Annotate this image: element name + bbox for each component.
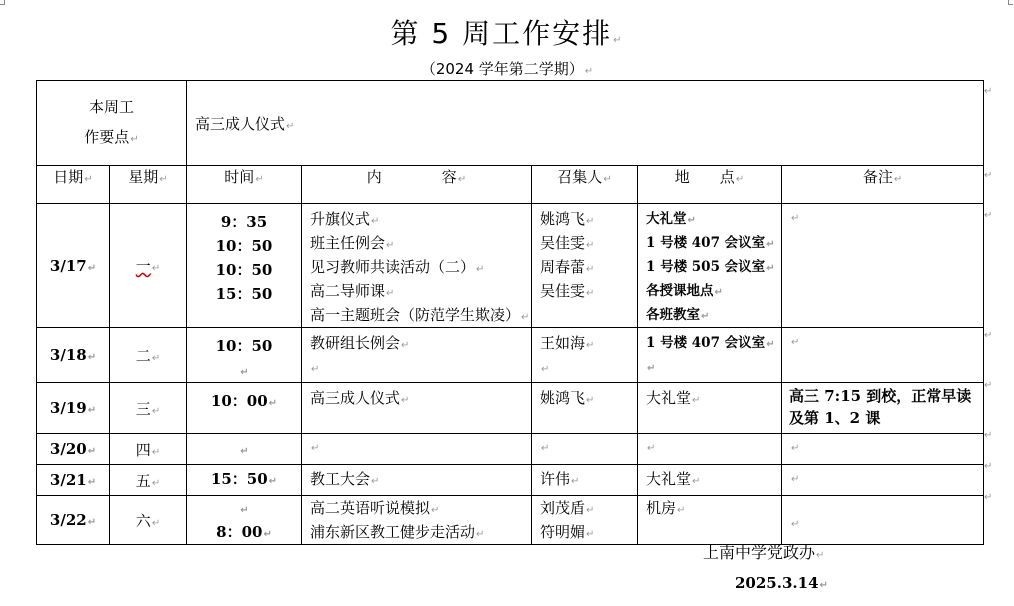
table-row bbox=[37, 465, 984, 496]
time-cell: 15：50↵ bbox=[187, 465, 302, 496]
notes-cell: ↵ bbox=[782, 496, 984, 545]
row-end-mark: ↵ bbox=[984, 210, 993, 221]
content-cell: 高二英语听说模拟↵ 浦东新区教工健步走活动↵ bbox=[302, 496, 532, 545]
row-end-mark: ↵ bbox=[984, 330, 993, 341]
notes-cell: ↵ bbox=[782, 434, 984, 465]
date-cell: 3/20↵ bbox=[37, 434, 110, 465]
header-date: 日期↵ bbox=[37, 166, 110, 204]
time-cell: 9：35 10：50 10：50 15：50 bbox=[187, 204, 302, 328]
weekday-cell: 一↵ bbox=[110, 204, 187, 328]
header-weekday: 星期↵ bbox=[110, 166, 187, 204]
header-convener: 召集人↵ bbox=[532, 166, 638, 204]
table-row bbox=[37, 434, 984, 465]
content-cell: ↵ bbox=[302, 434, 532, 465]
location-cell: 机房↵ bbox=[638, 496, 782, 545]
row-end-mark: ↵ bbox=[984, 461, 993, 472]
convener-cell: 王如海↵ ↵ bbox=[532, 328, 638, 383]
key-points-row bbox=[37, 81, 984, 166]
location-cell: ↵ bbox=[638, 434, 782, 465]
issuer-office: 上南中学党政办↵ bbox=[703, 543, 825, 562]
location-cell: 大礼堂↵ 1 号楼 407 会议室↵ 1 号楼 505 会议室↵ 各授课地点↵ 各班教室↵ bbox=[638, 204, 782, 328]
header-time: 时间↵ bbox=[187, 166, 302, 204]
weekday-cell: 四↵ bbox=[110, 434, 187, 465]
table-row bbox=[37, 496, 984, 545]
header-row bbox=[37, 166, 984, 204]
header-content: 内 容↵ bbox=[302, 166, 532, 204]
key-points-value: 高三成人仪式↵ bbox=[187, 81, 984, 166]
time-cell: ↵ 8：00↵ bbox=[187, 496, 302, 545]
page-subtitle: （2024 学年第二学期）↵ bbox=[420, 60, 594, 78]
notes-cell: 高三 7:15 到校，正常早读及第 1、2 课 bbox=[782, 383, 984, 434]
schedule-table bbox=[36, 80, 984, 545]
location-cell: 大礼堂↵ bbox=[638, 465, 782, 496]
date-cell: 3/19↵ bbox=[37, 383, 110, 434]
content-cell: 教工大会↵ bbox=[302, 465, 532, 496]
key-points-label: 本周工 作要点↵ bbox=[37, 81, 187, 166]
page-corner-mark bbox=[0, 0, 5, 5]
weekday-cell: 五↵ bbox=[110, 465, 187, 496]
date-cell: 3/17↵ bbox=[37, 204, 110, 328]
time-cell: 10：00↵ bbox=[187, 383, 302, 434]
page-corner-mark bbox=[1008, 0, 1013, 5]
issue-date: 2025.3.14↵ bbox=[735, 574, 828, 592]
location-cell: 大礼堂↵ bbox=[638, 383, 782, 434]
convener-cell: 刘茂盾↵ 符明媚↵ bbox=[532, 496, 638, 545]
weekday-cell: 二↵ bbox=[110, 328, 187, 383]
row-end-mark: ↵ bbox=[984, 492, 993, 503]
date-cell: 3/22↵ bbox=[37, 496, 110, 545]
row-end-mark: ↵ bbox=[984, 380, 993, 391]
convener-cell: 姚鸿飞↵ 吴佳雯↵ 周春蕾↵ 吴佳雯↵ bbox=[532, 204, 638, 328]
content-cell: 升旗仪式↵ 班主任例会↵ 见习教师共读活动（二）↵ 高二导师课↵ 高一主题班会（防范学生欺凌）↵ bbox=[302, 204, 532, 328]
date-cell: 3/18↵ bbox=[37, 328, 110, 383]
time-cell: 10：50 ↵ bbox=[187, 328, 302, 383]
time-cell: ↵ bbox=[187, 434, 302, 465]
convener-cell: 姚鸿飞↵ bbox=[532, 383, 638, 434]
table-row bbox=[37, 383, 984, 434]
convener-cell: 许伟↵ bbox=[532, 465, 638, 496]
date-cell: 3/21↵ bbox=[37, 465, 110, 496]
header-location: 地 点↵ bbox=[638, 166, 782, 204]
weekday-cell: 三↵ bbox=[110, 383, 187, 434]
weekday-cell: 六↵ bbox=[110, 496, 187, 545]
table-row bbox=[37, 204, 984, 328]
row-end-mark: ↵ bbox=[984, 430, 993, 441]
notes-cell: ↵ bbox=[782, 204, 984, 328]
row-end-mark: ↵ bbox=[984, 86, 993, 97]
content-cell: 教研组长例会↵ ↵ bbox=[302, 328, 532, 383]
notes-cell: ↵ bbox=[782, 328, 984, 383]
convener-cell: ↵ bbox=[532, 434, 638, 465]
location-cell: 1 号楼 407 会议室↵ ↵ bbox=[638, 328, 782, 383]
row-end-mark: ↵ bbox=[984, 170, 993, 181]
table-row bbox=[37, 328, 984, 383]
page-title: 第 5 周工作安排↵ bbox=[390, 17, 624, 50]
notes-cell: ↵ bbox=[782, 465, 984, 496]
content-cell: 高三成人仪式↵ bbox=[302, 383, 532, 434]
header-notes: 备注↵ bbox=[782, 166, 984, 204]
